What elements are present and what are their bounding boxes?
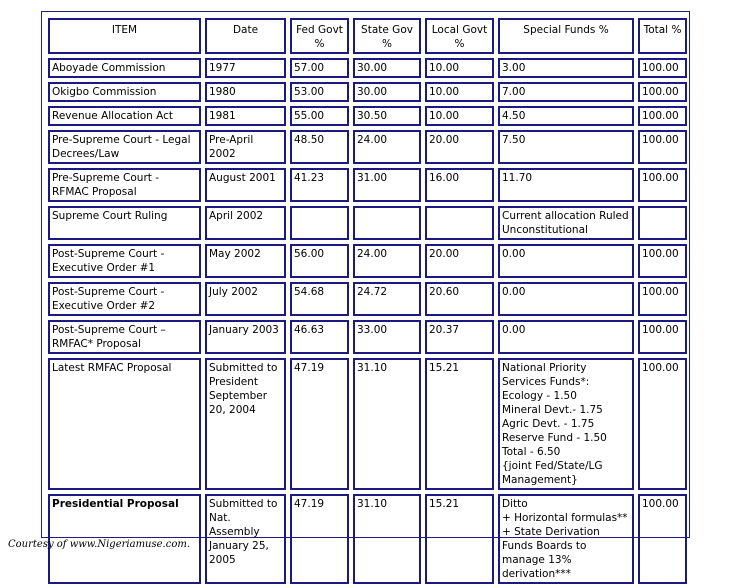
cell-date: Submitted to President September 20, 2004 (205, 358, 286, 490)
cell-item: Okigbo Commission (48, 82, 201, 102)
table-row (48, 282, 687, 316)
source-caption: Courtesy of www.Nigeriamuse.com. (8, 539, 191, 550)
table-row (48, 58, 687, 78)
cell-total: 100.00 (638, 106, 687, 126)
cell-special-funds: Current allocation Ruled Unconstitutional (498, 206, 634, 240)
cell-state-gov: 24.00 (353, 244, 421, 278)
cell-state-gov: 33.00 (353, 320, 421, 354)
cell-local-govt: 16.00 (425, 168, 494, 202)
cell-local-govt: 10.00 (425, 82, 494, 102)
cell-item: Pre-Supreme Court - RFMAC Proposal (48, 168, 201, 202)
cell-date: July 2002 (205, 282, 286, 316)
cell-local-govt: 15.21 (425, 494, 494, 584)
cell-total: 100.00 (638, 58, 687, 78)
header-special-funds: Special Funds % (498, 18, 634, 54)
cell-total: 100.00 (638, 82, 687, 102)
cell-special-funds: 3.00 (498, 58, 634, 78)
cell-local-govt: 20.00 (425, 244, 494, 278)
header-row (48, 18, 687, 54)
cell-special-funds: 7.00 (498, 82, 634, 102)
cell-special-funds: 4.50 (498, 106, 634, 126)
cell-local-govt: 20.37 (425, 320, 494, 354)
cell-state-gov: 30.00 (353, 58, 421, 78)
table-row (48, 130, 687, 164)
cell-total: 100.00 (638, 494, 687, 584)
cell-total (638, 206, 687, 240)
cell-fed-govt: 47.19 (290, 494, 349, 584)
cell-fed-govt: 56.00 (290, 244, 349, 278)
cell-date: May 2002 (205, 244, 286, 278)
cell-date: Pre-April 2002 (205, 130, 286, 164)
cell-item: Post-Supreme Court - Executive Order #1 (48, 244, 201, 278)
cell-state-gov: 24.72 (353, 282, 421, 316)
cell-total: 100.00 (638, 130, 687, 164)
cell-total: 100.00 (638, 282, 687, 316)
header-state-gov: State Gov % (353, 18, 421, 54)
cell-date: 1981 (205, 106, 286, 126)
table-row (48, 82, 687, 102)
cell-item: Post-Supreme Court – RMFAC* Proposal (48, 320, 201, 354)
cell-fed-govt: 53.00 (290, 82, 349, 102)
cell-local-govt: 10.00 (425, 106, 494, 126)
cell-date: Submitted to Nat. Assembly January 25, 2005 (205, 494, 286, 584)
cell-item: Revenue Allocation Act (48, 106, 201, 126)
cell-item: Aboyade Commission (48, 58, 201, 78)
table-body (48, 58, 687, 584)
header-date: Date (205, 18, 286, 54)
cell-state-gov (353, 206, 421, 240)
cell-state-gov: 30.50 (353, 106, 421, 126)
cell-special-funds: 0.00 (498, 320, 634, 354)
cell-state-gov: 31.10 (353, 358, 421, 490)
table-row (48, 320, 687, 354)
cell-special-funds: 0.00 (498, 282, 634, 316)
cell-local-govt: 20.60 (425, 282, 494, 316)
table-row (48, 244, 687, 278)
table-row (48, 358, 687, 490)
cell-item: Presidential Proposal (48, 494, 201, 584)
table-row (48, 168, 687, 202)
cell-date: 1980 (205, 82, 286, 102)
revenue-allocation-table (44, 14, 691, 588)
cell-date: January 2003 (205, 320, 286, 354)
cell-item: Latest RMFAC Proposal (48, 358, 201, 490)
cell-special-funds: 0.00 (498, 244, 634, 278)
cell-total: 100.00 (638, 320, 687, 354)
cell-fed-govt: 47.19 (290, 358, 349, 490)
cell-fed-govt: 48.50 (290, 130, 349, 164)
cell-special-funds: National Priority Services Funds*: Ecology - 1.50 Mineral Devt.- 1.75 Agric Devt. - 1.75 Reserve Fund - 1.50 Total - 6.50 {joint Fed/State/LG Management} (498, 358, 634, 490)
cell-item: Pre-Supreme Court - Legal Decrees/Law (48, 130, 201, 164)
cell-state-gov: 31.00 (353, 168, 421, 202)
header-item: ITEM (48, 18, 201, 54)
cell-fed-govt: 46.63 (290, 320, 349, 354)
cell-fed-govt: 54.68 (290, 282, 349, 316)
header-local-govt: Local Govt % (425, 18, 494, 54)
cell-special-funds: 7.50 (498, 130, 634, 164)
cell-local-govt: 10.00 (425, 58, 494, 78)
cell-local-govt: 20.00 (425, 130, 494, 164)
cell-date: April 2002 (205, 206, 286, 240)
cell-total: 100.00 (638, 244, 687, 278)
cell-state-gov: 30.00 (353, 82, 421, 102)
cell-item: Supreme Court Ruling (48, 206, 201, 240)
cell-fed-govt: 57.00 (290, 58, 349, 78)
header-fed-govt: Fed Govt % (290, 18, 349, 54)
cell-local-govt (425, 206, 494, 240)
table-row (48, 206, 687, 240)
cell-total: 100.00 (638, 168, 687, 202)
cell-date: 1977 (205, 58, 286, 78)
cell-item: Post-Supreme Court - Executive Order #2 (48, 282, 201, 316)
cell-date: August 2001 (205, 168, 286, 202)
cell-fed-govt: 41.23 (290, 168, 349, 202)
table-row (48, 106, 687, 126)
cell-fed-govt: 55.00 (290, 106, 349, 126)
header-total: Total % (638, 18, 687, 54)
cell-special-funds: Ditto + Horizontal formulas** + State Derivation Funds Boards to manage 13% derivation*** (498, 494, 634, 584)
cell-state-gov: 24.00 (353, 130, 421, 164)
cell-state-gov: 31.10 (353, 494, 421, 584)
cell-total: 100.00 (638, 358, 687, 490)
cell-local-govt: 15.21 (425, 358, 494, 490)
cell-special-funds: 11.70 (498, 168, 634, 202)
cell-fed-govt (290, 206, 349, 240)
